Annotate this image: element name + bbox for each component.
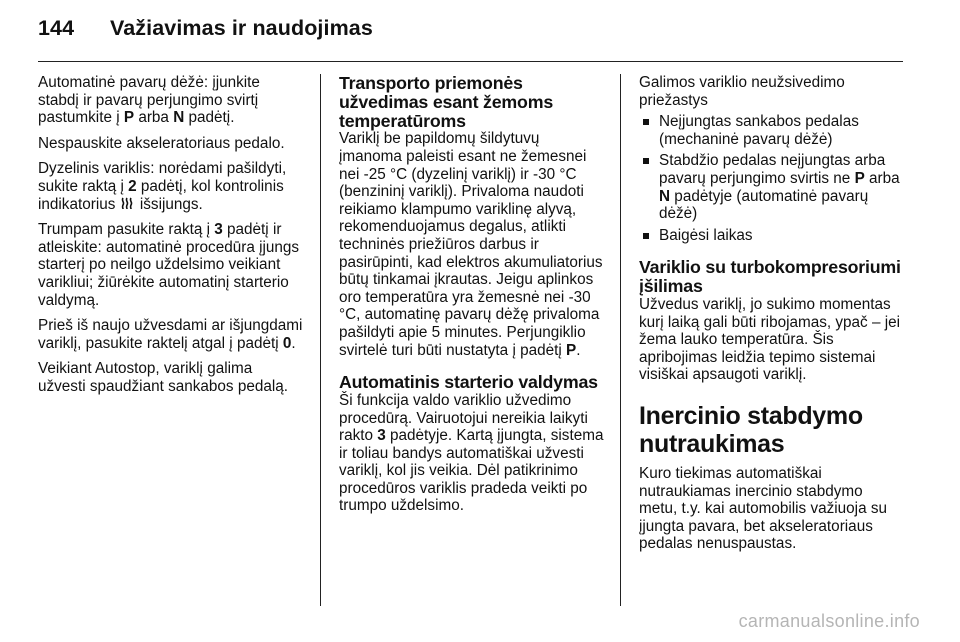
paragraph-turn-key: Trumpam pasukite raktą į 3 padėtį ir atleiskite: automatinė procedūra įjungs starterį po neilgo uždelsimo veikiant varikliui; žiūrėkite automatinį starterio valdymą. <box>38 221 300 309</box>
paragraph-auto-starter: Ši funkcija valdo variklio užvedimo procedūrą. Vairuotojui nereikia laikyti rakto 3 padėtyje. Kartą įjungta, sistema ir toliau bandys automatiškai užvesti variklį, kol jis veikia. Dėl patikrinimo procedūros variklis pradeda veikti po trumpo uždelsimo. <box>339 391 604 515</box>
failure-causes-list <box>639 113 904 244</box>
glow-plug-icon <box>120 197 134 210</box>
paragraph-no-accelerator: Nespauskite akseleratoriaus pedalo. <box>38 134 285 152</box>
column-3 <box>639 74 904 561</box>
paragraph-fuel-cutoff: Kuro tiekimas automatiškai nutraukiamas inercinio stabdymo metu, t.y. kai automobilis važiuoja su įjungta pavara, bet akseleratoriaus pedalas nenuspaustas. <box>639 464 887 553</box>
column-2 <box>339 74 605 523</box>
paragraph-cold-start: Variklį be papildomų šildytuvų įmanoma paleisti esant ne žemesnei nei -25 °C (dyzelinį variklį) ir -30 °C (benzininį variklį). Privaloma naudoti reikiamo klampumo variklinę alyvą, rekomenduojamus degalus, atlikti techninės priežiūros darbus ir pasirūpinti, kad elektros akumuliatorius būtų tinkamai įkrautas. Jeigu aplinkos oro temperatūra yra žemesnė nei -30 °C, automatinę pavarų dėžę privaloma pašildyti apie 5 minutes. Perjungiklio svirtelė turi būti nustatyta į padėtį P. <box>339 130 603 359</box>
page-header <box>38 16 373 41</box>
list-item: Baigėsi laikas <box>639 227 904 245</box>
bullet-square-icon <box>643 119 649 125</box>
heading-turbo-warmup: Variklio su turbokompresoriumi įšilimas <box>639 257 901 297</box>
header-rule <box>38 61 903 62</box>
heading-auto-starter: Automatinis starterio valdymas <box>339 372 598 393</box>
paragraph-restart: Prieš iš naujo užvesdami ar išjungdami variklį, pasukite raktelį atgal į padėtį 0. <box>38 317 303 352</box>
column-divider-2 <box>620 74 621 606</box>
list-item: Neįjungtas sankabos pedalas (mechaninė pavarų dėžė) <box>639 113 904 148</box>
list-item: Stabdžio pedalas neįjungtas arba pavarų perjungimo svirtis ne P arba N padėtyje (automatinė pavarų dėžė) <box>639 152 904 222</box>
paragraph-failure-causes: Galimos variklio neužsivedimo priežastys <box>639 74 845 109</box>
heading-fuel-cutoff: Inercinio stabdymo nutraukimas <box>639 401 863 459</box>
page-title: Važiavimas ir naudojimas <box>110 16 373 40</box>
column-1 <box>38 74 303 404</box>
paragraph-automatic-gearbox: Automatinė pavarų dėžė: įjunkite stabdį ir pavarų perjungimo svirtį pastumkite į P arba N padėtį. <box>38 74 260 127</box>
bullet-square-icon <box>643 233 649 239</box>
paragraph-turbo-warmup: Užvedus variklį, jo sukimo momentas kurį laiką gali būti ribojamas, ypač – jei žema lauko temperatūra. Šis apribojimas leidžia tepimo sistemai visiškai apsaugoti variklį. <box>639 295 901 384</box>
paragraph-autostop: Veikiant Autostop, variklį galima užvesti spaudžiant sankabos pedalą. <box>38 360 289 395</box>
bullet-square-icon <box>643 158 649 164</box>
heading-cold-start: Transporto priemonės užvedimas esant žemoms temperatūroms <box>339 73 554 131</box>
watermark: carmanualsonline.info <box>738 611 920 631</box>
page-number: 144 <box>38 16 75 40</box>
paragraph-diesel-preheat: Dyzelinis variklis: norėdami pašildyti, sukite raktą į 2 padėtį, kol kontrolinis indikatorius išsijungs. <box>38 160 287 213</box>
column-divider-1 <box>320 74 321 606</box>
